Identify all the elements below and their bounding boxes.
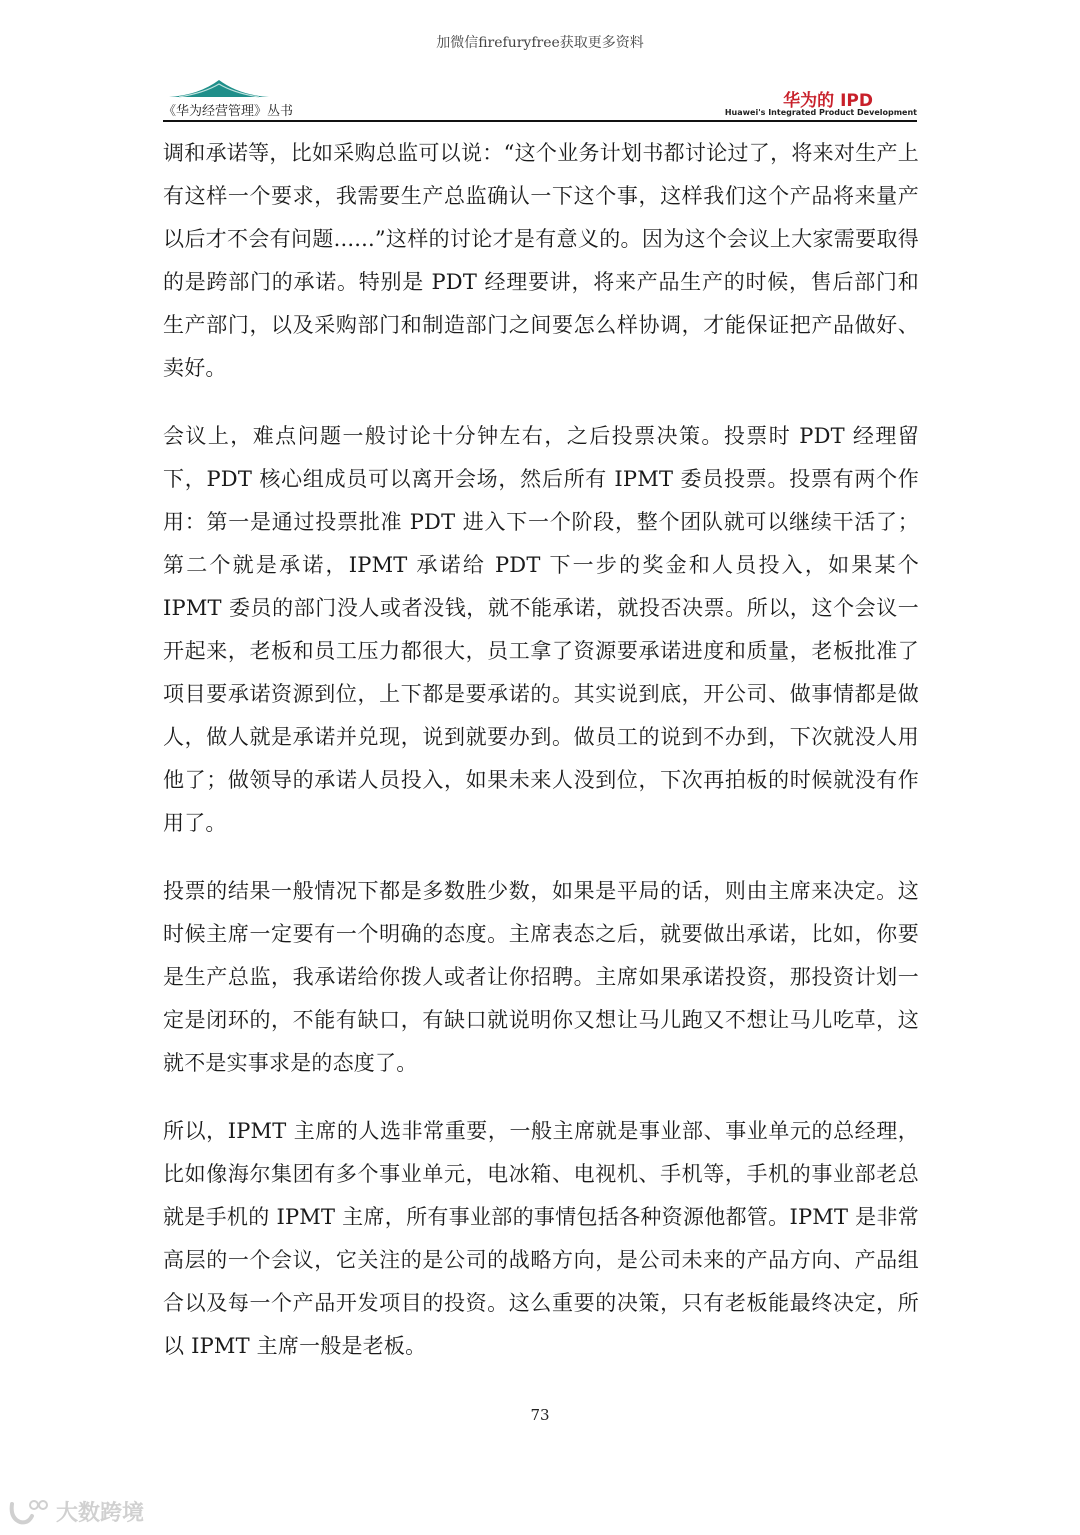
paragraph: 调和承诺等，比如采购总监可以说：“这个业务计划书都讨论过了，将来对生产上有这样一个要求，我需要生产总监确认一下这个事，这样我们这个产品将来量产以后才不会有问题......”这样的讨论才是有意义的。因为这个会议上大家需要取得的是跨部门的承诺。特别是 PDT 经理要讲，将来产品生产的时候，售后部门和生产部门，以及采购部门和制造部门之间要怎么样协调，才能保证把产品做好、卖好。 [163, 141, 919, 380]
book-subtitle: Huawei's Integrated Product Development [724, 108, 917, 117]
series-title: 《华为经营管理》丛书 [163, 104, 294, 119]
paragraph: 所以，IPMT 主席的人选非常重要，一般主席就是事业部、事业单元的总经理，比如像海尔集团有多个事业单元，电冰箱、电视机、手机等，手机的事业部老总就是手机的 IPMT 主席，所有事业部的事情包括各种资源他都管。IPMT 是非常高层的一个会议，它关注的是公司的战略方向，是公司未来的产品方向、产品组合以及每一个产品开发项目的投资。这么重要的决策，只有老板能最终决定，所以 IPMT 主席一般是老板。 [163, 1119, 919, 1358]
top-note: 加微信firefuryfree获取更多资料 [436, 35, 644, 51]
book-title: 华为的 IPD [783, 91, 873, 111]
body-text [163, 132, 919, 1393]
paragraph: 会议上，难点问题一般讨论十分钟左右，之后投票决策。投票时 PDT 经理留下，PDT 核心组成员可以离开会场，然后所有 IPMT 委员投票。投票有两个作用：第一是通过投票批准 PDT 进入下一个阶段，整个团队就可以继续干活了；第二个就是承诺，IPMT 承诺给 PDT 下一步的奖金和人员投入，如果某个 IPMT 委员的部门没人或者没钱，就不能承诺，就投否决票。所以，这个会议一开起来，老板和员工压力都很大，员工拿了资源要承诺进度和质量，老板批准了项目要承诺资源到位，上下都是要承诺的。其实说到底，开公司、做事情都是做人，做人就是承诺并兑现，说到就要办到。做员工的说到不办到，下次就没人用他了；做领导的承诺人员投入，如果未来人没到位，下次再拍板的时候就没有作用了。 [163, 424, 919, 835]
header-divider [163, 120, 917, 122]
page-number: 73 [530, 1406, 550, 1424]
page-header [163, 78, 917, 122]
mountain-logo-icon [169, 78, 269, 98]
paragraph: 投票的结果一般情况下都是多数胜少数，如果是平局的话，则由主席来决定。这时候主席一定要有一个明确的态度。主席表态之后，就要做出承诺，比如，你要是生产总监，我承诺给你拨人或者让你招聘。主席如果承诺投资，那投资计划一定是闭环的，不能有缺口，有缺口就说明你又想让马儿跑又不想让马儿吃草，这就不是实事求是的态度了。 [163, 879, 919, 1075]
watermark [8, 1496, 144, 1527]
watermark-text: 大数跨境 [56, 1501, 145, 1526]
logo-icon [8, 1498, 50, 1526]
